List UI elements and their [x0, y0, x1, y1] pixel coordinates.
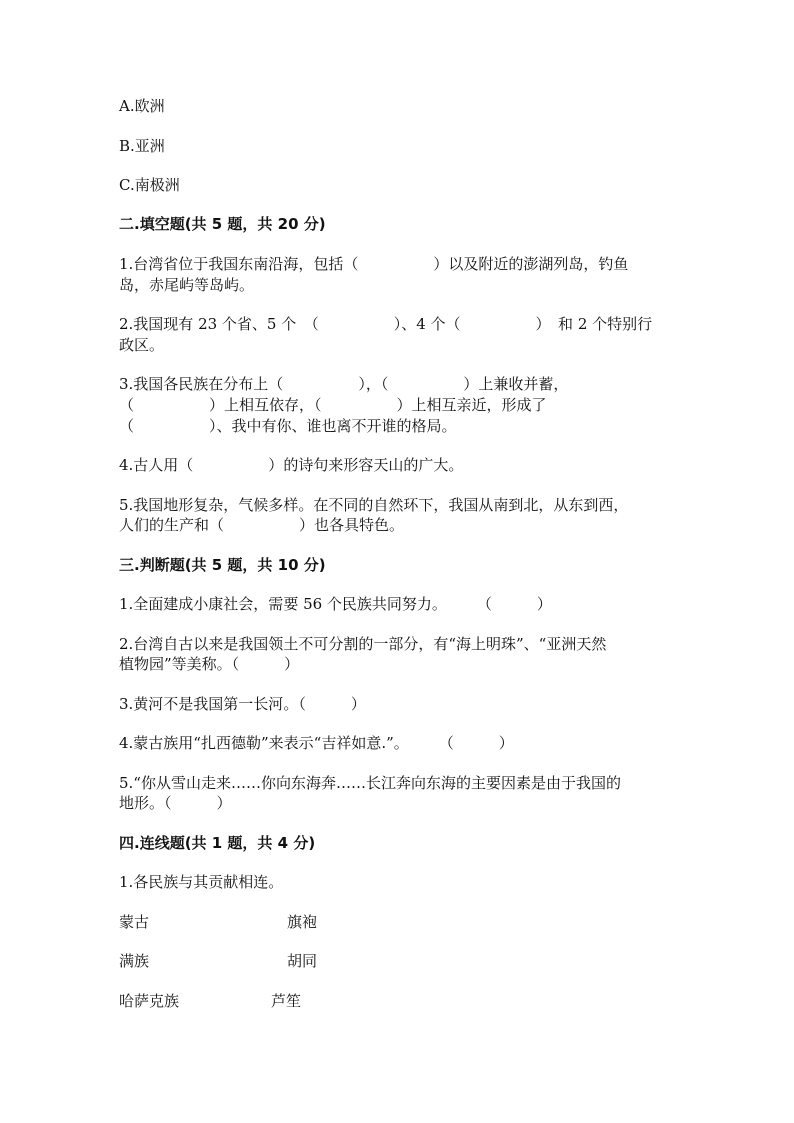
match-right-3: 芦笙: [271, 992, 302, 1010]
s2-q1-line2: 岛，赤尾屿等岛屿。: [119, 276, 255, 294]
s3-q5-line1: 5.“你从雪山走来……你向东海奔……长江奔向东海的主要因素是由于我国的: [119, 774, 621, 792]
section2-heading: 二.填空题(共 5 题，共 20 分): [119, 215, 326, 233]
s2-q3-line1: 3.我国各民族在分布上（ ），（ ）上兼收并蓄，: [119, 375, 569, 393]
option-b: B.亚洲: [119, 137, 165, 155]
s3-q2-line2: 植物园”等美称。（ ）: [119, 655, 300, 673]
s2-q2-line2: 政区。: [119, 336, 165, 354]
section3-heading: 三.判断题(共 5 题，共 10 分): [119, 556, 326, 574]
s3-q4-line1: 4.蒙古族用“扎西德勒”来表示“吉祥如意.”。 （ ）: [119, 734, 514, 752]
s2-q3-line3: （ ）、我中有你、谁也离不开谁的格局。: [119, 417, 457, 435]
match-right-1: 旗袍: [287, 913, 318, 931]
option-c: C.南极洲: [119, 176, 180, 194]
s3-q5-line2: 地形。（ ）: [119, 794, 232, 812]
s2-q2-line1: 2.我国现有 23 个省、5 个 （ ）、4 个（ ） 和 2 个特别行: [119, 315, 653, 333]
s3-q1-line1: 1.全面建成小康社会，需要 56 个民族共同努力。 （ ）: [119, 595, 552, 613]
s2-q5-line2: 人们的生产和（ ）也各具特色。: [119, 516, 405, 534]
match-left-1: 蒙古: [119, 913, 150, 931]
s2-q5-line1: 5.我国地形复杂，气候多样。在不同的自然环下，我国从南到北，从东到西，: [119, 496, 629, 514]
s4-q1: 1.各民族与其贡献相连。: [119, 873, 284, 891]
match-left-3: 哈萨克族: [119, 992, 180, 1010]
s2-q3-line2: （ ）上相互依存，（ ）上相互亲近，形成了: [119, 396, 547, 414]
s3-q2-line1: 2.台湾自古以来是我国领土不可分割的一部分，有“海上明珠”、“亚洲天然: [119, 635, 607, 653]
section4-heading: 四.连线题(共 1 题，共 4 分): [119, 834, 316, 852]
s2-q1-line1: 1.台湾省位于我国东南沿海，包括（ ）以及附近的澎湖列岛，钓鱼: [119, 255, 629, 273]
match-left-2: 满族: [119, 952, 150, 970]
match-right-2: 胡同: [287, 952, 318, 970]
option-a: A.欧洲: [119, 97, 165, 115]
s2-q4-line1: 4.古人用（ ）的诗句来形容天山的广大。: [119, 456, 464, 474]
s3-q3-line1: 3.黄河不是我国第一长河。（ ）: [119, 695, 366, 713]
